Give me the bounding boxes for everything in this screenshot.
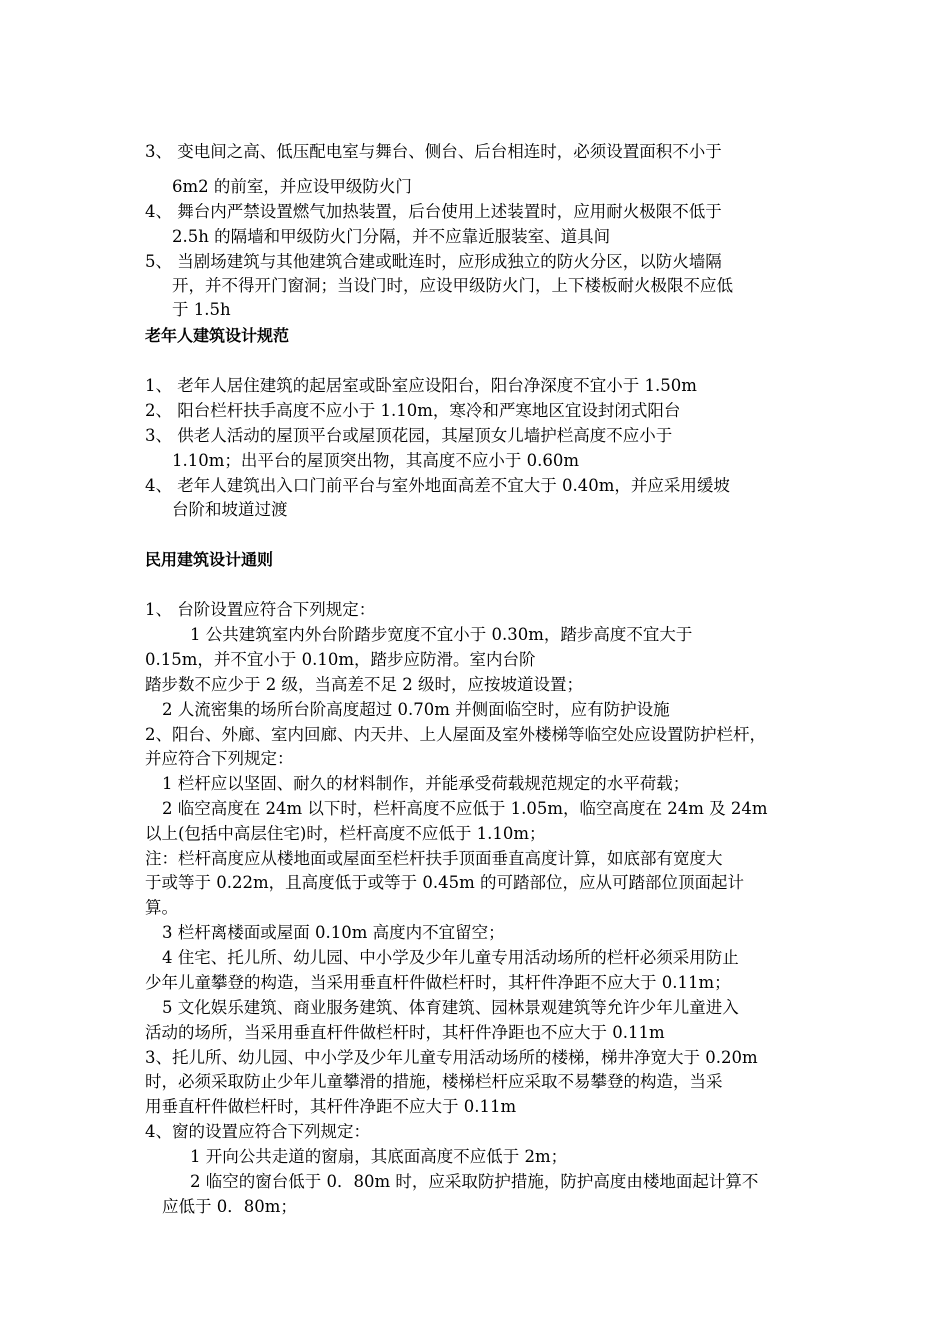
text-line: 于或等于 0.22m，且高度低于或等于 0.45m 的可踏部位，应从可踏部位顶面起计 [145, 873, 745, 892]
text-line: 2、阳台、外廊、室内回廊、内天井、上人屋面及室外楼梯等临空处应设置防护栏杆， [145, 725, 766, 744]
text-line: 用垂直杆件做栏杆时，其杆件净距不应大于 0.11m [145, 1097, 517, 1116]
text-line: 4、窗的设置应符合下列规定： [145, 1122, 370, 1141]
text-line: 5、 当剧场建筑与其他建筑合建或毗连时，应形成独立的防火分区，以防火墙隔 [145, 252, 722, 271]
text-line: 2.5h 的隔墙和甲级防火门分隔，并不应靠近服装室、道具间 [172, 227, 611, 246]
text-line: 1 栏杆应以坚固、耐久的材料制作，并能承受荷载规范规定的水平荷载； [162, 774, 690, 793]
text-line: 4、 舞台内严禁设置燃气加热装置，后台使用上述装置时，应用耐火极限不低于 [145, 202, 722, 221]
text-line: 0.15m，并不宜小于 0.10m，踏步应防滑。室内台阶 [145, 650, 536, 669]
text-line: 时，必须采取防止少年儿童攀滑的措施，楼梯栏杆应采取不易攀登的构造，当采 [145, 1072, 723, 1091]
text-line: 3、 变电间之高、低压配电室与舞台、侧台、后台相连时，必须设置面积不小于 [145, 142, 722, 161]
section-heading: 民用建筑设计通则 [145, 550, 274, 569]
text-line: 4、 老年人建筑出入口门前平台与室外地面高差不宜大于 0.40m，并应采用缓坡 [145, 476, 730, 495]
text-line: 少年儿童攀登的构造，当采用垂直杆件做栏杆时，其杆件净距不应大于 0.11m； [145, 973, 731, 992]
text-line: 于 1.5h [172, 300, 231, 319]
text-line: 开，并不得开门窗洞；当设门时，应设甲级防火门，上下楼板耐火极限不应低 [172, 276, 733, 295]
text-line: 2 临空的窗台低于 0．80m 时，应采取防护措施，防护高度由楼地面起计算不 [190, 1172, 759, 1191]
text-line: 并应符合下列规定： [145, 749, 294, 768]
text-line: 注：栏杆高度应从楼地面或屋面至栏杆扶手顶面垂直高度计算，如底部有宽度大 [145, 849, 723, 868]
text-line: 1、 台阶设置应符合下列规定： [145, 600, 376, 619]
text-line: 6m2 的前室，并应设甲级防火门 [172, 177, 412, 196]
text-line: 3、托儿所、幼儿园、中小学及少年儿童专用活动场所的楼梯，梯井净宽大于 0.20m [145, 1048, 758, 1067]
text-line: 应低于 0．80m； [162, 1197, 297, 1216]
text-line: 3 栏杆离楼面或屋面 0.10m 高度内不宜留空； [162, 923, 505, 942]
text-line: 踏步数不应少于 2 级，当高差不足 2 级时，应按坡道设置； [145, 675, 583, 694]
text-line: 4 住宅、托儿所、幼儿园、中小学及少年儿童专用活动场所的栏杆必须采用防止 [162, 948, 739, 967]
text-line: 3、 供老人活动的屋顶平台或屋顶花园，其屋顶女儿墙护栏高度不应小于 [145, 426, 673, 445]
text-line: 2 临空高度在 24m 以下时，栏杆高度不应低于 1.05m，临空高度在 24m 及 24m [162, 799, 768, 818]
text-line: 2 人流密集的场所台阶高度超过 0.70m 并侧面临空时，应有防护设施 [162, 700, 670, 719]
text-line: 1 开向公共走道的窗扇，其底面高度不应低于 2m； [190, 1147, 568, 1166]
text-line: 台阶和坡道过渡 [172, 500, 288, 519]
text-line: 活动的场所，当采用垂直杆件做栏杆时，其杆件净距也不应大于 0.11m [145, 1023, 665, 1042]
text-line: 1.10m；出平台的屋顶突出物，其高度不应小于 0.60m [172, 451, 580, 470]
text-line: 1、 老年人居住建筑的起居室或卧室应设阳台，阳台净深度不宜小于 1.50m [145, 376, 697, 395]
text-line: 2、 阳台栏杆扶手高度不应小于 1.10m，寒冷和严寒地区宜设封闭式阳台 [145, 401, 681, 420]
section-heading: 老年人建筑设计规范 [145, 326, 290, 345]
text-line: 以上(包括中高层住宅)时，栏杆高度不应低于 1.10m； [145, 824, 546, 843]
text-line: 1 公共建筑室内外台阶踏步宽度不宜小于 0.30m，踏步高度不宜大于 [190, 625, 693, 644]
text-line: 算。 [145, 898, 178, 917]
text-line: 5 文化娱乐建筑、商业服务建筑、体育建筑、园林景观建筑等允许少年儿童进入 [162, 998, 739, 1017]
